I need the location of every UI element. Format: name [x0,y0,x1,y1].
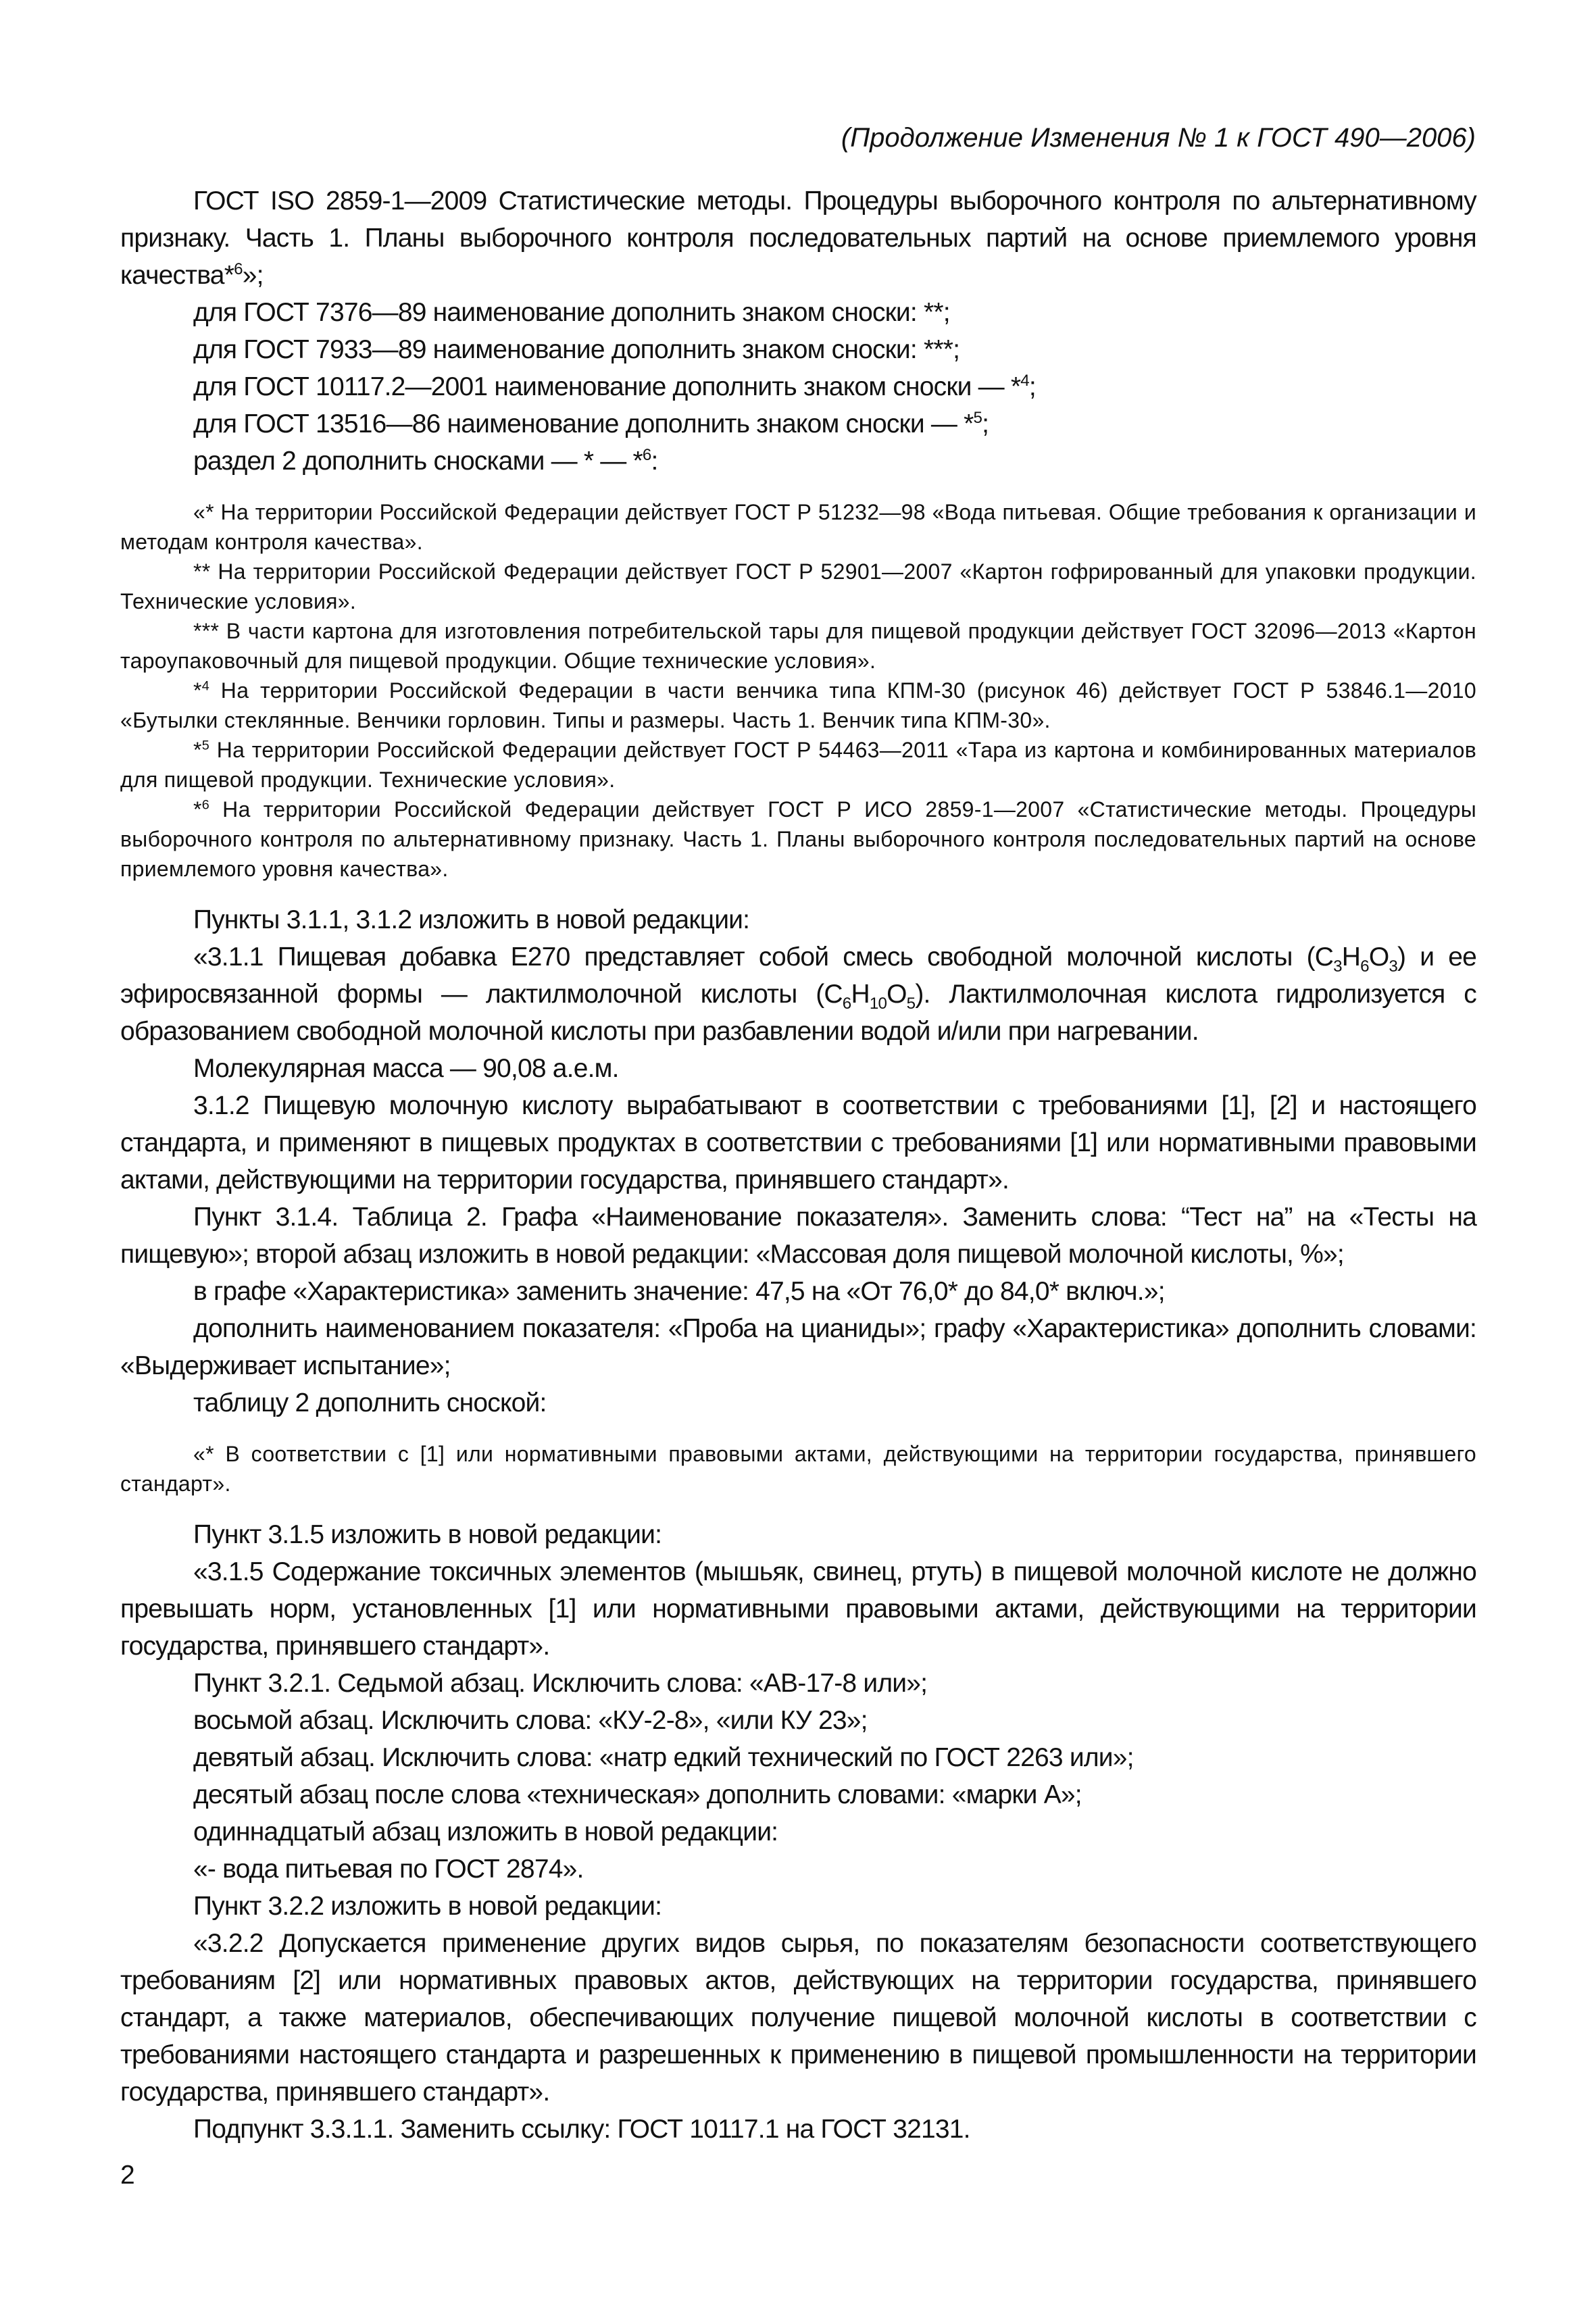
paragraph: «3.1.5 Содержание токсичных элементов (мышьяк, свинец, ртуть) в пищевой молочной кислоте не должно превышать норм, установленных [1] или нормативными правовыми актами, действующими на территории государства, принявшего стандарт». [120,1557,1476,1661]
paragraph: для ГОСТ 7933—89 наименование дополнить знаком сноски: ***; [193,335,960,364]
paragraph: десятый абзац после слова «техническая» дополнить словами: «марки А»; [193,1780,1082,1809]
paragraph: дополнить наименованием показателя: «Проба на цианиды»; графу «Характеристика» дополнить словами: «Выдерживает испытание»; [120,1314,1476,1380]
paragraph: «* В соответствии с [1] или нормативными правовыми актами, действующими на территории государства, принявшего стандарт». [120,1442,1476,1496]
paragraph: Пункты 3.1.1, 3.1.2 изложить в новой редакции: [193,905,750,934]
paragraph: таблицу 2 дополнить сноской: [193,1388,547,1417]
paragraph: *** В части картона для изготовления потребительской тары для пищевой продукции действует ГОСТ 32096—2013 «Картон тароупаковочный для пищевой продукции. Общие технические условия». [120,619,1476,673]
amendment-block-3 [120,1516,1476,2148]
paragraph: *$^5$ На территории Российской Федерации действует ГОСТ Р 54463—2011 «Тара из картона и комбинированных материалов для пищевой продукции. Технические условия». [120,738,1476,792]
paragraph: ** На территории Российской Федерации действует ГОСТ Р 52901—2007 «Картон гофрированный для упаковки продукции. Технические условия». [120,559,1476,613]
page-number: 2 [120,2161,135,2190]
amendment-block-2 [120,901,1476,1422]
footnotes-block-2 [120,1439,1476,1499]
paragraph: «3.2.2 Допускается применение других видов сырья, по показателям безопасности соответствующего требованиям [2] или нормативных правовых актов, действующих на территории государства, принявшего стандарт, а также материалов, обеспечивающих получение пищевой молочной кислоты в соответствии с требованиями настоящего стандарта и разрешенных к применению в пищевой промышленности на территории государства, принявшего стандарт». [120,1929,1476,2107]
paragraph: Молекулярная масса — 90,08 а.е.м. [193,1054,619,1083]
paragraph: 3.1.2 Пищевую молочную кислоту вырабатывают в соответствии с требованиями [1], [2] и настоящего стандарта, и применяют в пищевых продуктах в соответствии с требованиями [1] или нормативными правовыми актами, действующими на территории государства, принявшего стандарт». [120,1091,1476,1194]
paragraph: ГОСТ ISO 2859-1—2009 Статистические методы. Процедуры выборочного контроля по альтернативному признаку. Часть 1. Планы выборочного контроля последовательных партий на основе приемлемого уровня качества*$^6$»; [120,186,1476,290]
paragraph: восьмой абзац. Исключить слова: «КУ-2-8», «или КУ 23»; [193,1706,868,1735]
paragraph: раздел 2 дополнить сносками — * — *$^6$: [193,446,658,476]
paragraph: Пункт 3.2.1. Седьмой абзац. Исключить слова: «АВ-17-8 или»; [193,1669,928,1698]
paragraph: Пункт 3.2.2 изложить в новой редакции: [193,1892,662,1921]
paragraph: «- вода питьевая по ГОСТ 2874». [193,1855,584,1884]
paragraph: для ГОСТ 10117.2—2001 наименование дополнить знаком сноски — *$^4$; [193,372,1036,401]
paragraph: девятый абзац. Исключить слова: «натр едкий технический по ГОСТ 2263 или»; [193,1743,1134,1772]
paragraph: одиннадцатый абзац изложить в новой редакции: [193,1817,778,1846]
paragraph: для ГОСТ 13516—86 наименование дополнить знаком сноски — *$^5$; [193,409,989,438]
paragraph: *$^4$ На территории Российской Федерации в части венчика типа КПМ-30 (рисунок 46) действует ГОСТ Р 53846.1—2010 «Бутылки стеклянные. Венчики горловин. Типы и размеры. Часть 1. Венчик типа КПМ-30». [120,678,1476,732]
amendment-block-1 [120,182,1476,480]
paragraph: Пункт 3.1.5 изложить в новой редакции: [193,1520,662,1549]
paragraph: «* На территории Российской Федерации действует ГОСТ Р 51232—98 «Вода питьевая. Общие требования к организации и методам контроля качества». [120,500,1476,554]
paragraph: для ГОСТ 7376—89 наименование дополнить знаком сноски: **; [193,298,950,327]
running-header: (Продолжение Изменения № 1 к ГОСТ 490—2006) [841,123,1476,153]
page-content [120,182,1476,2165]
paragraph: *$^6$ На территории Российской Федерации действует ГОСТ Р ИСО 2859-1—2007 «Статистические методы. Процедуры выборочного контроля по альтернативному признаку. Часть 1. Планы выборочного контроля последовательных партий на основе приемлемого уровня качества». [120,797,1476,881]
footnotes-block-1 [120,497,1476,884]
paragraph: Подпункт 3.3.1.1. Заменить ссылку: ГОСТ 10117.1 на ГОСТ 32131. [193,2115,970,2144]
paragraph: в графе «Характеристика» заменить значение: 47,5 на «От 76,0* до 84,0* включ.»; [193,1277,1165,1306]
paragraph: «3.1.1 Пищевая добавка Е270 представляет собой смесь свободной молочной кислоты $(C_3H_6O_3)$ и ее эфиросвязанной формы — лактилмолочной кислоты $(C_6H_{10}O_5)$. Лактилмолочная кислота гидролизуется с образованием свободной молочной кислоты при разбавлении водой и/или при нагревании. [120,942,1476,1046]
paragraph: Пункт 3.1.4. Таблица 2. Графа «Наименование показателя». Заменить слова: “Тест на” на «Тесты на пищевую»; второй абзац изложить в новой редакции: «Массовая доля пищевой молочной кислоты, %»; [120,1203,1476,1269]
